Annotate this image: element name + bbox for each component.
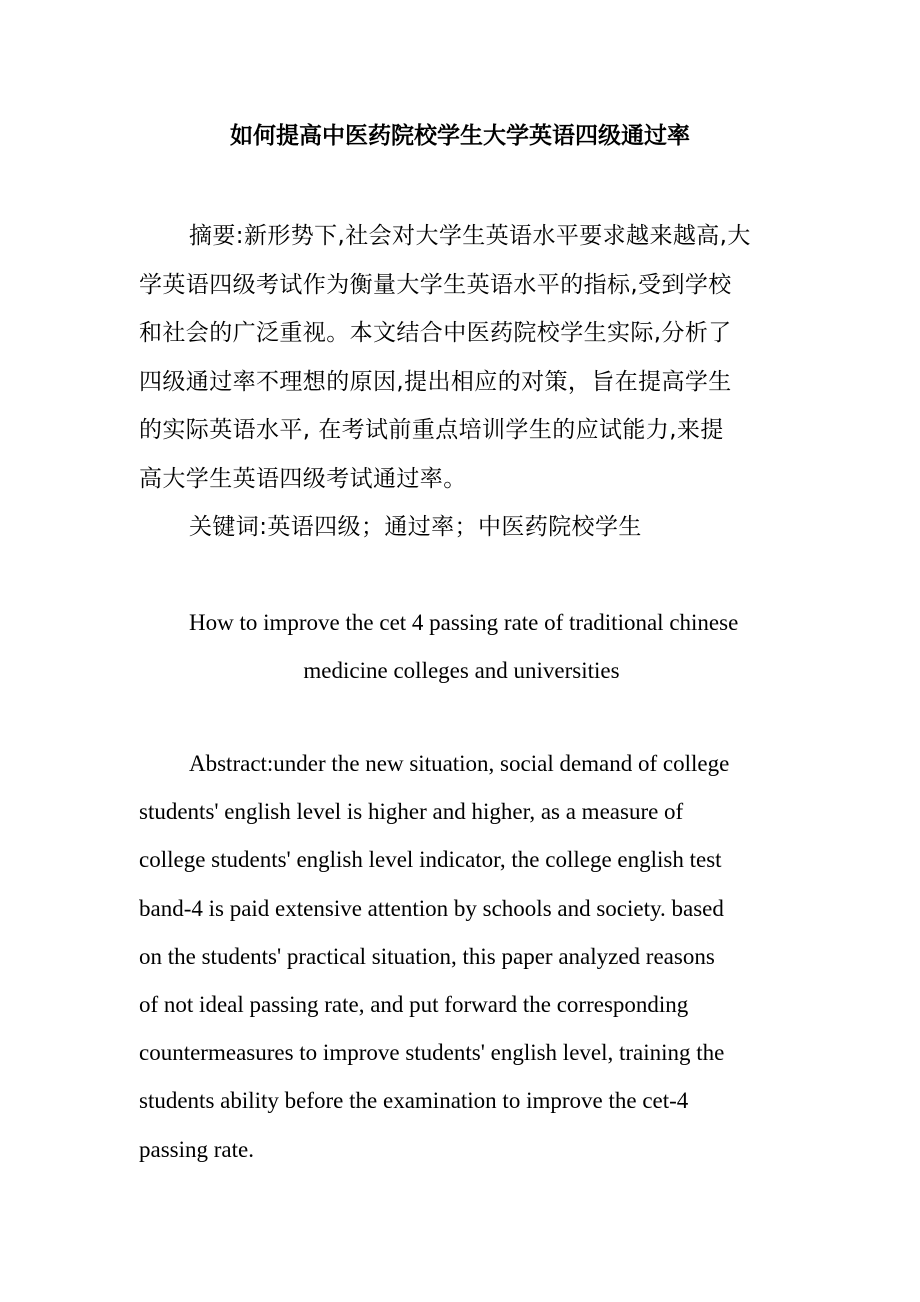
abstract-en-line: countermeasures to improve students' english level, training the — [139, 1040, 725, 1066]
abstract-en-line: on the students' practical situation, this paper analyzed reasons — [139, 943, 715, 969]
english-title-line-1: How to improve the cet 4 passing rate of traditional chinese — [189, 610, 739, 635]
chinese-abstract — [139, 212, 784, 503]
abstract-cn-line: 高大学生英语四级考试通过率。 — [139, 465, 467, 492]
abstract-en-line: Abstract:under the new situation, social demand of college — [189, 751, 730, 776]
abstract-en-line: students ability before the examination to improve the cet-4 — [139, 1088, 689, 1114]
abstract-cn-line: 和社会的广泛重视。本文结合中医药院校学生实际,分析了 — [139, 320, 732, 346]
abstract-en-line: students' english level is higher and higher, as a measure of — [139, 799, 684, 825]
abstract-en-line: passing rate. — [139, 1136, 254, 1162]
english-title-line-2: medicine colleges and universities — [303, 658, 620, 683]
keywords-cn: 关键词:英语四级；通过率；中医药院校学生 — [189, 514, 642, 540]
abstract-en-line: band-4 is paid extensive attention by schools and society. based — [139, 895, 724, 921]
abstract-cn-line: 四级通过率不理想的原因,提出相应的对策，旨在提高学生 — [139, 368, 732, 395]
chinese-abstract-section — [139, 212, 784, 552]
english-title — [139, 599, 784, 695]
english-abstract — [139, 740, 779, 1174]
abstract-cn-line: 学英语四级考试作为衡量大学生英语水平的指标,受到学校 — [139, 271, 732, 298]
abstract-cn-line: 摘要:新形势下,社会对大学生英语水平要求越来越高,大 — [189, 223, 751, 249]
abstract-en-line: of not ideal passing rate, and put forward the corresponding — [139, 992, 689, 1018]
abstract-en-line: college students' english level indicator, the college english test — [139, 847, 722, 873]
document-title: 如何提高中医药院校学生大学英语四级通过率 — [230, 123, 690, 149]
abstract-cn-line: 的实际英语水平, 在考试前重点培训学生的应试能力,来提 — [139, 417, 724, 443]
